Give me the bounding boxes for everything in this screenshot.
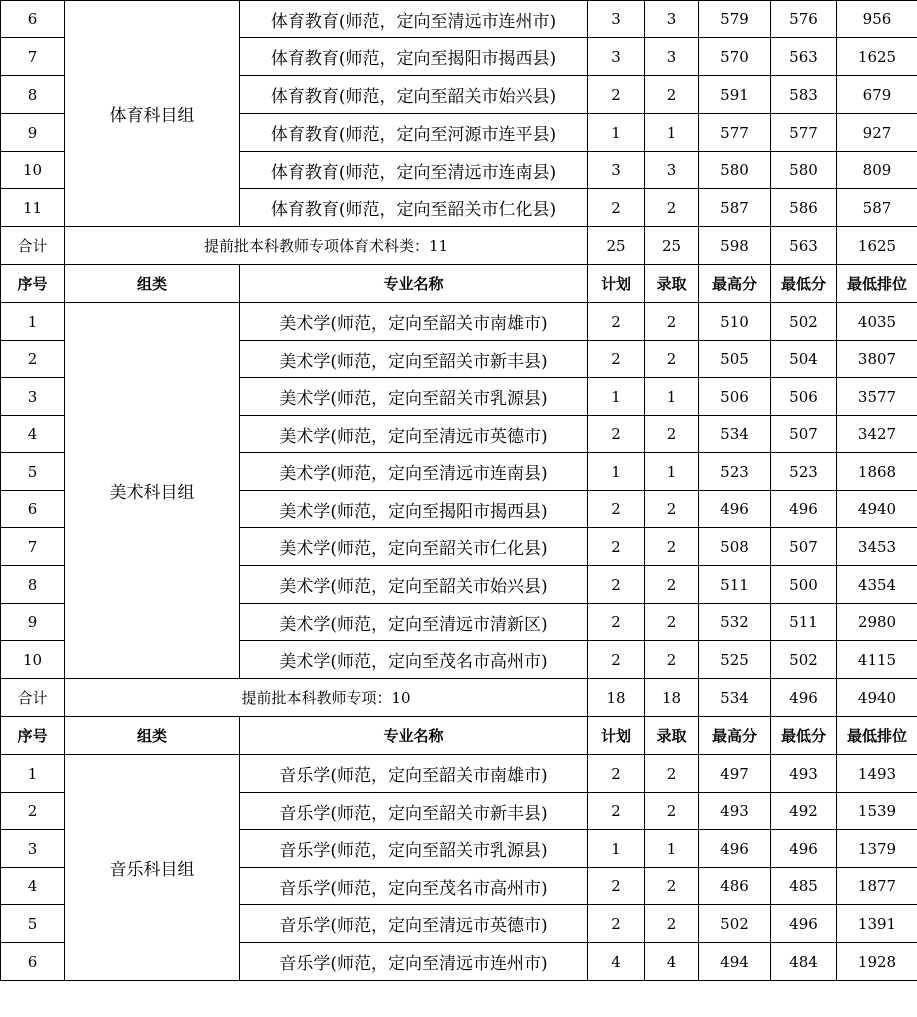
major-cell: 美术学(师范，定向至韶关市仁化县) [240,528,588,566]
min-rank-cell: 809 [837,152,917,189]
total-label: 合计 [1,227,65,265]
min-score-cell: 496 [771,830,837,868]
admit-cell: 2 [645,641,699,679]
header-min: 最低分 [771,717,837,755]
major-cell: 音乐学(师范，定向至韶关市南雄市) [240,755,588,793]
seq-cell: 9 [1,114,65,152]
admit-cell: 3 [645,1,699,38]
min-score-cell: 583 [771,76,837,114]
plan-cell: 2 [588,341,645,378]
major-cell: 美术学(师范，定向至韶关市始兴县) [240,566,588,604]
min-rank-cell: 1877 [837,868,917,905]
min-score-cell: 580 [771,152,837,189]
admit-cell: 2 [645,303,699,341]
seq-cell: 8 [1,566,65,604]
plan-cell: 2 [588,905,645,943]
seq-cell: 10 [1,152,65,189]
max-score-cell: 525 [699,641,771,679]
max-score-cell: 493 [699,793,771,830]
max-score-cell: 497 [699,755,771,793]
min-score-cell: 502 [771,303,837,341]
plan-cell: 2 [588,76,645,114]
plan-cell: 1 [588,830,645,868]
seq-cell: 4 [1,416,65,453]
min-rank-cell: 4354 [837,566,917,604]
min-score-cell: 576 [771,1,837,38]
header-row [1,717,917,755]
min-score-cell: 500 [771,566,837,604]
admit-cell: 1 [645,453,699,491]
total-min-rank: 1625 [837,227,917,265]
min-rank-cell: 1493 [837,755,917,793]
min-score-cell: 496 [771,905,837,943]
min-rank-cell: 679 [837,76,917,114]
total-row [1,679,917,717]
admit-cell: 4 [645,943,699,981]
seq-cell: 11 [1,189,65,227]
min-rank-cell: 3807 [837,341,917,378]
admit-cell: 2 [645,76,699,114]
admit-cell: 3 [645,38,699,76]
min-score-cell: 492 [771,793,837,830]
major-cell: 音乐学(师范，定向至韶关市乳源县) [240,830,588,868]
total-description: 提前批本科教师专项体育术科类：11 [65,227,588,265]
table-row [1,1,917,38]
seq-cell: 3 [1,378,65,416]
seq-cell: 8 [1,76,65,114]
min-score-cell: 507 [771,416,837,453]
admit-cell: 2 [645,341,699,378]
seq-cell: 6 [1,491,65,528]
min-score-cell: 586 [771,189,837,227]
plan-cell: 2 [588,755,645,793]
min-rank-cell: 4115 [837,641,917,679]
min-score-cell: 485 [771,868,837,905]
major-cell: 美术学(师范，定向至清远市清新区) [240,604,588,641]
plan-cell: 3 [588,1,645,38]
admit-cell: 3 [645,152,699,189]
max-score-cell: 502 [699,905,771,943]
seq-cell: 1 [1,303,65,341]
major-cell: 体育教育(师范，定向至河源市连平县) [240,114,588,152]
min-score-cell: 507 [771,528,837,566]
major-cell: 音乐学(师范，定向至清远市英德市) [240,905,588,943]
major-cell: 音乐学(师范，定向至茂名市高州市) [240,868,588,905]
max-score-cell: 523 [699,453,771,491]
major-cell: 美术学(师范，定向至清远市连南县) [240,453,588,491]
min-rank-cell: 956 [837,1,917,38]
admit-cell: 2 [645,604,699,641]
plan-cell: 1 [588,114,645,152]
admit-cell: 2 [645,416,699,453]
total-min-rank: 4940 [837,679,917,717]
total-label: 合计 [1,679,65,717]
plan-cell: 2 [588,416,645,453]
header-seq: 序号 [1,717,65,755]
plan-cell: 2 [588,189,645,227]
plan-cell: 2 [588,793,645,830]
major-cell: 美术学(师范，定向至清远市英德市) [240,416,588,453]
total-plan: 25 [588,227,645,265]
plan-cell: 1 [588,453,645,491]
seq-cell: 5 [1,453,65,491]
min-score-cell: 577 [771,114,837,152]
total-max-score: 598 [699,227,771,265]
plan-cell: 2 [588,641,645,679]
admit-cell: 2 [645,755,699,793]
admit-cell: 2 [645,905,699,943]
min-rank-cell: 3577 [837,378,917,416]
min-rank-cell: 3427 [837,416,917,453]
total-row [1,227,917,265]
min-rank-cell: 1625 [837,38,917,76]
table-row [1,755,917,793]
seq-cell: 2 [1,793,65,830]
seq-cell: 3 [1,830,65,868]
plan-cell: 2 [588,604,645,641]
total-min-score: 496 [771,679,837,717]
max-score-cell: 587 [699,189,771,227]
header-max: 最高分 [699,717,771,755]
min-rank-cell: 4035 [837,303,917,341]
seq-cell: 6 [1,943,65,981]
admit-cell: 1 [645,378,699,416]
seq-cell: 7 [1,528,65,566]
plan-cell: 2 [588,303,645,341]
max-score-cell: 579 [699,1,771,38]
min-score-cell: 506 [771,378,837,416]
seq-cell: 10 [1,641,65,679]
admit-cell: 1 [645,114,699,152]
major-cell: 美术学(师范，定向至韶关市南雄市) [240,303,588,341]
major-cell: 音乐学(师范，定向至清远市连州市) [240,943,588,981]
max-score-cell: 506 [699,378,771,416]
admit-cell: 1 [645,830,699,868]
header-group: 组类 [65,717,240,755]
max-score-cell: 508 [699,528,771,566]
header-admit: 录取 [645,717,699,755]
max-score-cell: 496 [699,491,771,528]
total-description: 提前批本科教师专项：10 [65,679,588,717]
min-score-cell: 511 [771,604,837,641]
max-score-cell: 577 [699,114,771,152]
header-major: 专业名称 [240,265,588,303]
total-min-score: 563 [771,227,837,265]
min-rank-cell: 927 [837,114,917,152]
min-rank-cell: 1539 [837,793,917,830]
min-rank-cell: 1868 [837,453,917,491]
plan-cell: 1 [588,378,645,416]
major-cell: 美术学(师范，定向至韶关市乳源县) [240,378,588,416]
seq-cell: 7 [1,38,65,76]
admit-cell: 2 [645,528,699,566]
major-cell: 美术学(师范，定向至揭阳市揭西县) [240,491,588,528]
max-score-cell: 570 [699,38,771,76]
min-score-cell: 502 [771,641,837,679]
total-max-score: 534 [699,679,771,717]
plan-cell: 3 [588,152,645,189]
min-score-cell: 493 [771,755,837,793]
header-min: 最低分 [771,265,837,303]
header-admit: 录取 [645,265,699,303]
seq-cell: 2 [1,341,65,378]
max-score-cell: 510 [699,303,771,341]
max-score-cell: 505 [699,341,771,378]
seq-cell: 5 [1,905,65,943]
table-row [1,303,917,341]
seq-cell: 1 [1,755,65,793]
seq-cell: 4 [1,868,65,905]
major-cell: 体育教育(师范，定向至清远市连州市) [240,1,588,38]
min-rank-cell: 2980 [837,604,917,641]
plan-cell: 2 [588,491,645,528]
max-score-cell: 494 [699,943,771,981]
max-score-cell: 532 [699,604,771,641]
major-cell: 体育教育(师范，定向至韶关市始兴县) [240,76,588,114]
group-cell: 音乐科目组 [65,755,240,981]
min-score-cell: 484 [771,943,837,981]
admit-cell: 2 [645,491,699,528]
min-rank-cell: 1379 [837,830,917,868]
seq-cell: 9 [1,604,65,641]
min-score-cell: 496 [771,491,837,528]
max-score-cell: 534 [699,416,771,453]
total-plan: 18 [588,679,645,717]
seq-cell: 6 [1,1,65,38]
header-plan: 计划 [588,265,645,303]
plan-cell: 2 [588,566,645,604]
admit-cell: 2 [645,868,699,905]
min-rank-cell: 1928 [837,943,917,981]
major-cell: 美术学(师范，定向至韶关市新丰县) [240,341,588,378]
min-score-cell: 504 [771,341,837,378]
header-max: 最高分 [699,265,771,303]
min-rank-cell: 587 [837,189,917,227]
header-major: 专业名称 [240,717,588,755]
header-plan: 计划 [588,717,645,755]
admit-cell: 2 [645,793,699,830]
max-score-cell: 591 [699,76,771,114]
admit-cell: 2 [645,566,699,604]
plan-cell: 2 [588,528,645,566]
min-score-cell: 523 [771,453,837,491]
major-cell: 音乐学(师范，定向至韶关市新丰县) [240,793,588,830]
min-rank-cell: 3453 [837,528,917,566]
group-cell: 体育科目组 [65,1,240,227]
major-cell: 体育教育(师范，定向至清远市连南县) [240,152,588,189]
max-score-cell: 580 [699,152,771,189]
min-rank-cell: 4940 [837,491,917,528]
header-seq: 序号 [1,265,65,303]
max-score-cell: 496 [699,830,771,868]
total-admit: 25 [645,227,699,265]
min-score-cell: 563 [771,38,837,76]
min-rank-cell: 1391 [837,905,917,943]
group-cell: 美术科目组 [65,303,240,679]
header-rank: 最低排位 [837,717,917,755]
major-cell: 体育教育(师范，定向至韶关市仁化县) [240,189,588,227]
major-cell: 体育教育(师范，定向至揭阳市揭西县) [240,38,588,76]
admit-cell: 2 [645,189,699,227]
plan-cell: 3 [588,38,645,76]
max-score-cell: 486 [699,868,771,905]
major-cell: 美术学(师范，定向至茂名市高州市) [240,641,588,679]
plan-cell: 2 [588,868,645,905]
header-group: 组类 [65,265,240,303]
max-score-cell: 511 [699,566,771,604]
header-row [1,265,917,303]
plan-cell: 4 [588,943,645,981]
total-admit: 18 [645,679,699,717]
header-rank: 最低排位 [837,265,917,303]
